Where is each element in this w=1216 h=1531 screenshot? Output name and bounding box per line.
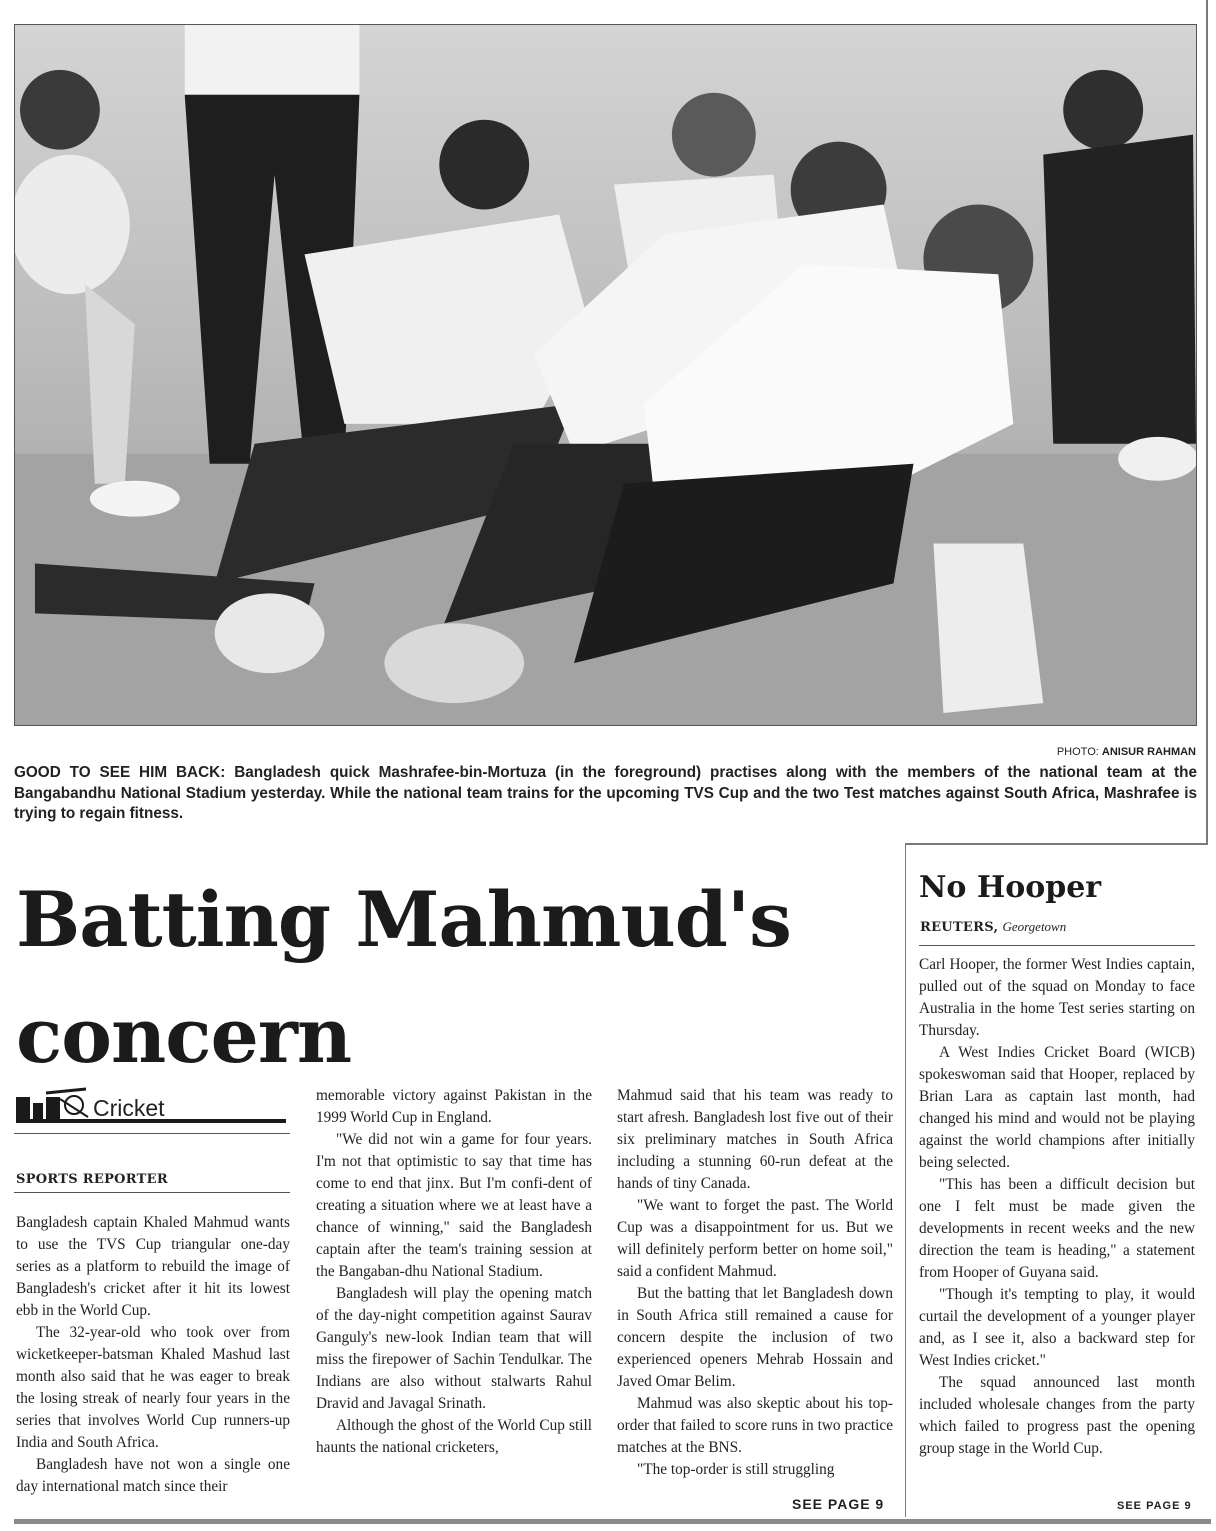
- bottom-rule: [14, 1519, 1211, 1524]
- section-label: Cricket: [93, 1095, 165, 1121]
- right-column-rule: [1206, 0, 1208, 845]
- side-headline: No Hooper: [919, 870, 1102, 905]
- paragraph: "The top-order is still struggling: [637, 1461, 835, 1478]
- players-stretching-image: [15, 25, 1196, 725]
- sidebar-vertical-rule: [905, 845, 906, 1517]
- side-article-column: [919, 954, 1195, 1460]
- photo-credit-name: ANISUR RAHMAN: [1101, 746, 1196, 758]
- see-page-link-main[interactable]: SEE PAGE 9: [792, 1496, 885, 1512]
- paragraph: Bangladesh have not won a single one day international match since their: [16, 1456, 290, 1495]
- side-location: Georgetown: [1002, 919, 1067, 934]
- photo-credit: [14, 746, 1196, 758]
- paragraph: Mahmud said that his team was ready to start afresh. Bangladesh lost five out of their six preliminary matches in South Africa including a stunning 60-run defeat at the hands of tiny Canada.: [617, 1087, 893, 1192]
- article-column-1: [16, 1212, 290, 1498]
- paragraph: But the batting that let Bangladesh down in South Africa still remained a cause for concern despite the inclusion of two experienced openers Mehrab Hossain and Javed Omar Belim.: [617, 1285, 893, 1390]
- headline-line-2: concern: [16, 991, 352, 1080]
- paragraph: "We want to forget the past. The World Cup was a disappointment for us. But we will definitely perform better on home soil," said a confident Mahmud.: [617, 1197, 893, 1280]
- see-page-link-side[interactable]: SEE PAGE 9: [1117, 1500, 1192, 1512]
- paragraph: The squad announced last month included wholesale changes from the party which failed to progress past the opening group stage in the World Cup.: [919, 1374, 1195, 1457]
- side-byline-rule: [919, 945, 1195, 946]
- news-photo: [14, 24, 1197, 726]
- paragraph: "Though it's tempting to play, it would curtail the development of a younger player and, as I see it, also a backward step for West Indies cricket.": [919, 1286, 1195, 1369]
- paragraph: Although the ghost of the World Cup still haunts the national cricketers,: [316, 1417, 592, 1456]
- article-column-2: [316, 1085, 592, 1459]
- paragraph: A West Indies Cricket Board (WICB) spokeswoman said that Hooper, replaced by Brian Lara as captain last month, had changed his mind and would not be playing against the world champions after initially being selected.: [919, 1044, 1195, 1171]
- photo-caption: GOOD TO SEE HIM BACK: Bangladesh quick Mashrafee-bin-Mortuza (in the foreground) practises along with the members of the national team at the Bangabandhu National Stadium yesterday. While the national team trains for the upcoming TVS Cup and the two Test matches against South Africa, Mashrafee is trying to regain fitness.: [14, 764, 1197, 822]
- paragraph: Carl Hooper, the former West Indies captain, pulled out of the squad on Monday to face Australia in the home Test series starting on Thursday.: [919, 956, 1195, 1039]
- main-headline: [16, 862, 896, 1094]
- side-byline: [920, 919, 1066, 935]
- paragraph: Bangladesh captain Khaled Mahmud wants to use the TVS Cup triangular one-day series as a platform to rebuild the image of Bangladesh's cricket after it hit its lowest ebb in the World Cup.: [16, 1214, 290, 1319]
- paragraph: Mahmud was also skeptic about his top-order that failed to score runs in two practice matches at the BNS.: [617, 1395, 893, 1456]
- paragraph: memorable victory against Pakistan in the 1999 World Cup in England.: [316, 1087, 592, 1126]
- paragraph: Bangladesh will play the opening match of the day-night competition against Saurav Ganguly's new-look Indian team that will miss the firepower of Sachin Tendulkar. The Indians are also without stalwarts Rahul Dravid and Javagal Srinath.: [316, 1285, 592, 1412]
- photo-credit-prefix: PHOTO:: [1056, 746, 1099, 758]
- byline-rule: [14, 1192, 290, 1193]
- side-agency: REUTERS,: [920, 920, 999, 935]
- section-rule: [14, 1133, 290, 1134]
- sidebar-top-rule: [905, 843, 1208, 845]
- paragraph: "This has been a difficult decision but one I felt must be made given the developments in recent weeks and the new direction the team is heading," a statement from Hooper of Guyana said.: [919, 1176, 1195, 1281]
- paragraph: The 32-year-old who took over from wicketkeeper-batsman Khaled Mashud last month also said that he was eager to break the losing streak of nearly four years in the series that involves World Cup runners-up India and South Africa.: [16, 1324, 290, 1451]
- paragraph: "We did not win a game for four years. I'm not that optimistic to say that time has come to end that jinx. But I'm confi-dent of creating a situation where we at least have a chance of winning," said the Bangladesh captain after the team's training session at the Bangaban-dhu National Stadium.: [316, 1131, 592, 1280]
- byline: SPORTS REPORTER: [16, 1172, 168, 1187]
- headline-line-1: Batting Mahmud's: [16, 875, 791, 964]
- article-column-3: [617, 1085, 893, 1481]
